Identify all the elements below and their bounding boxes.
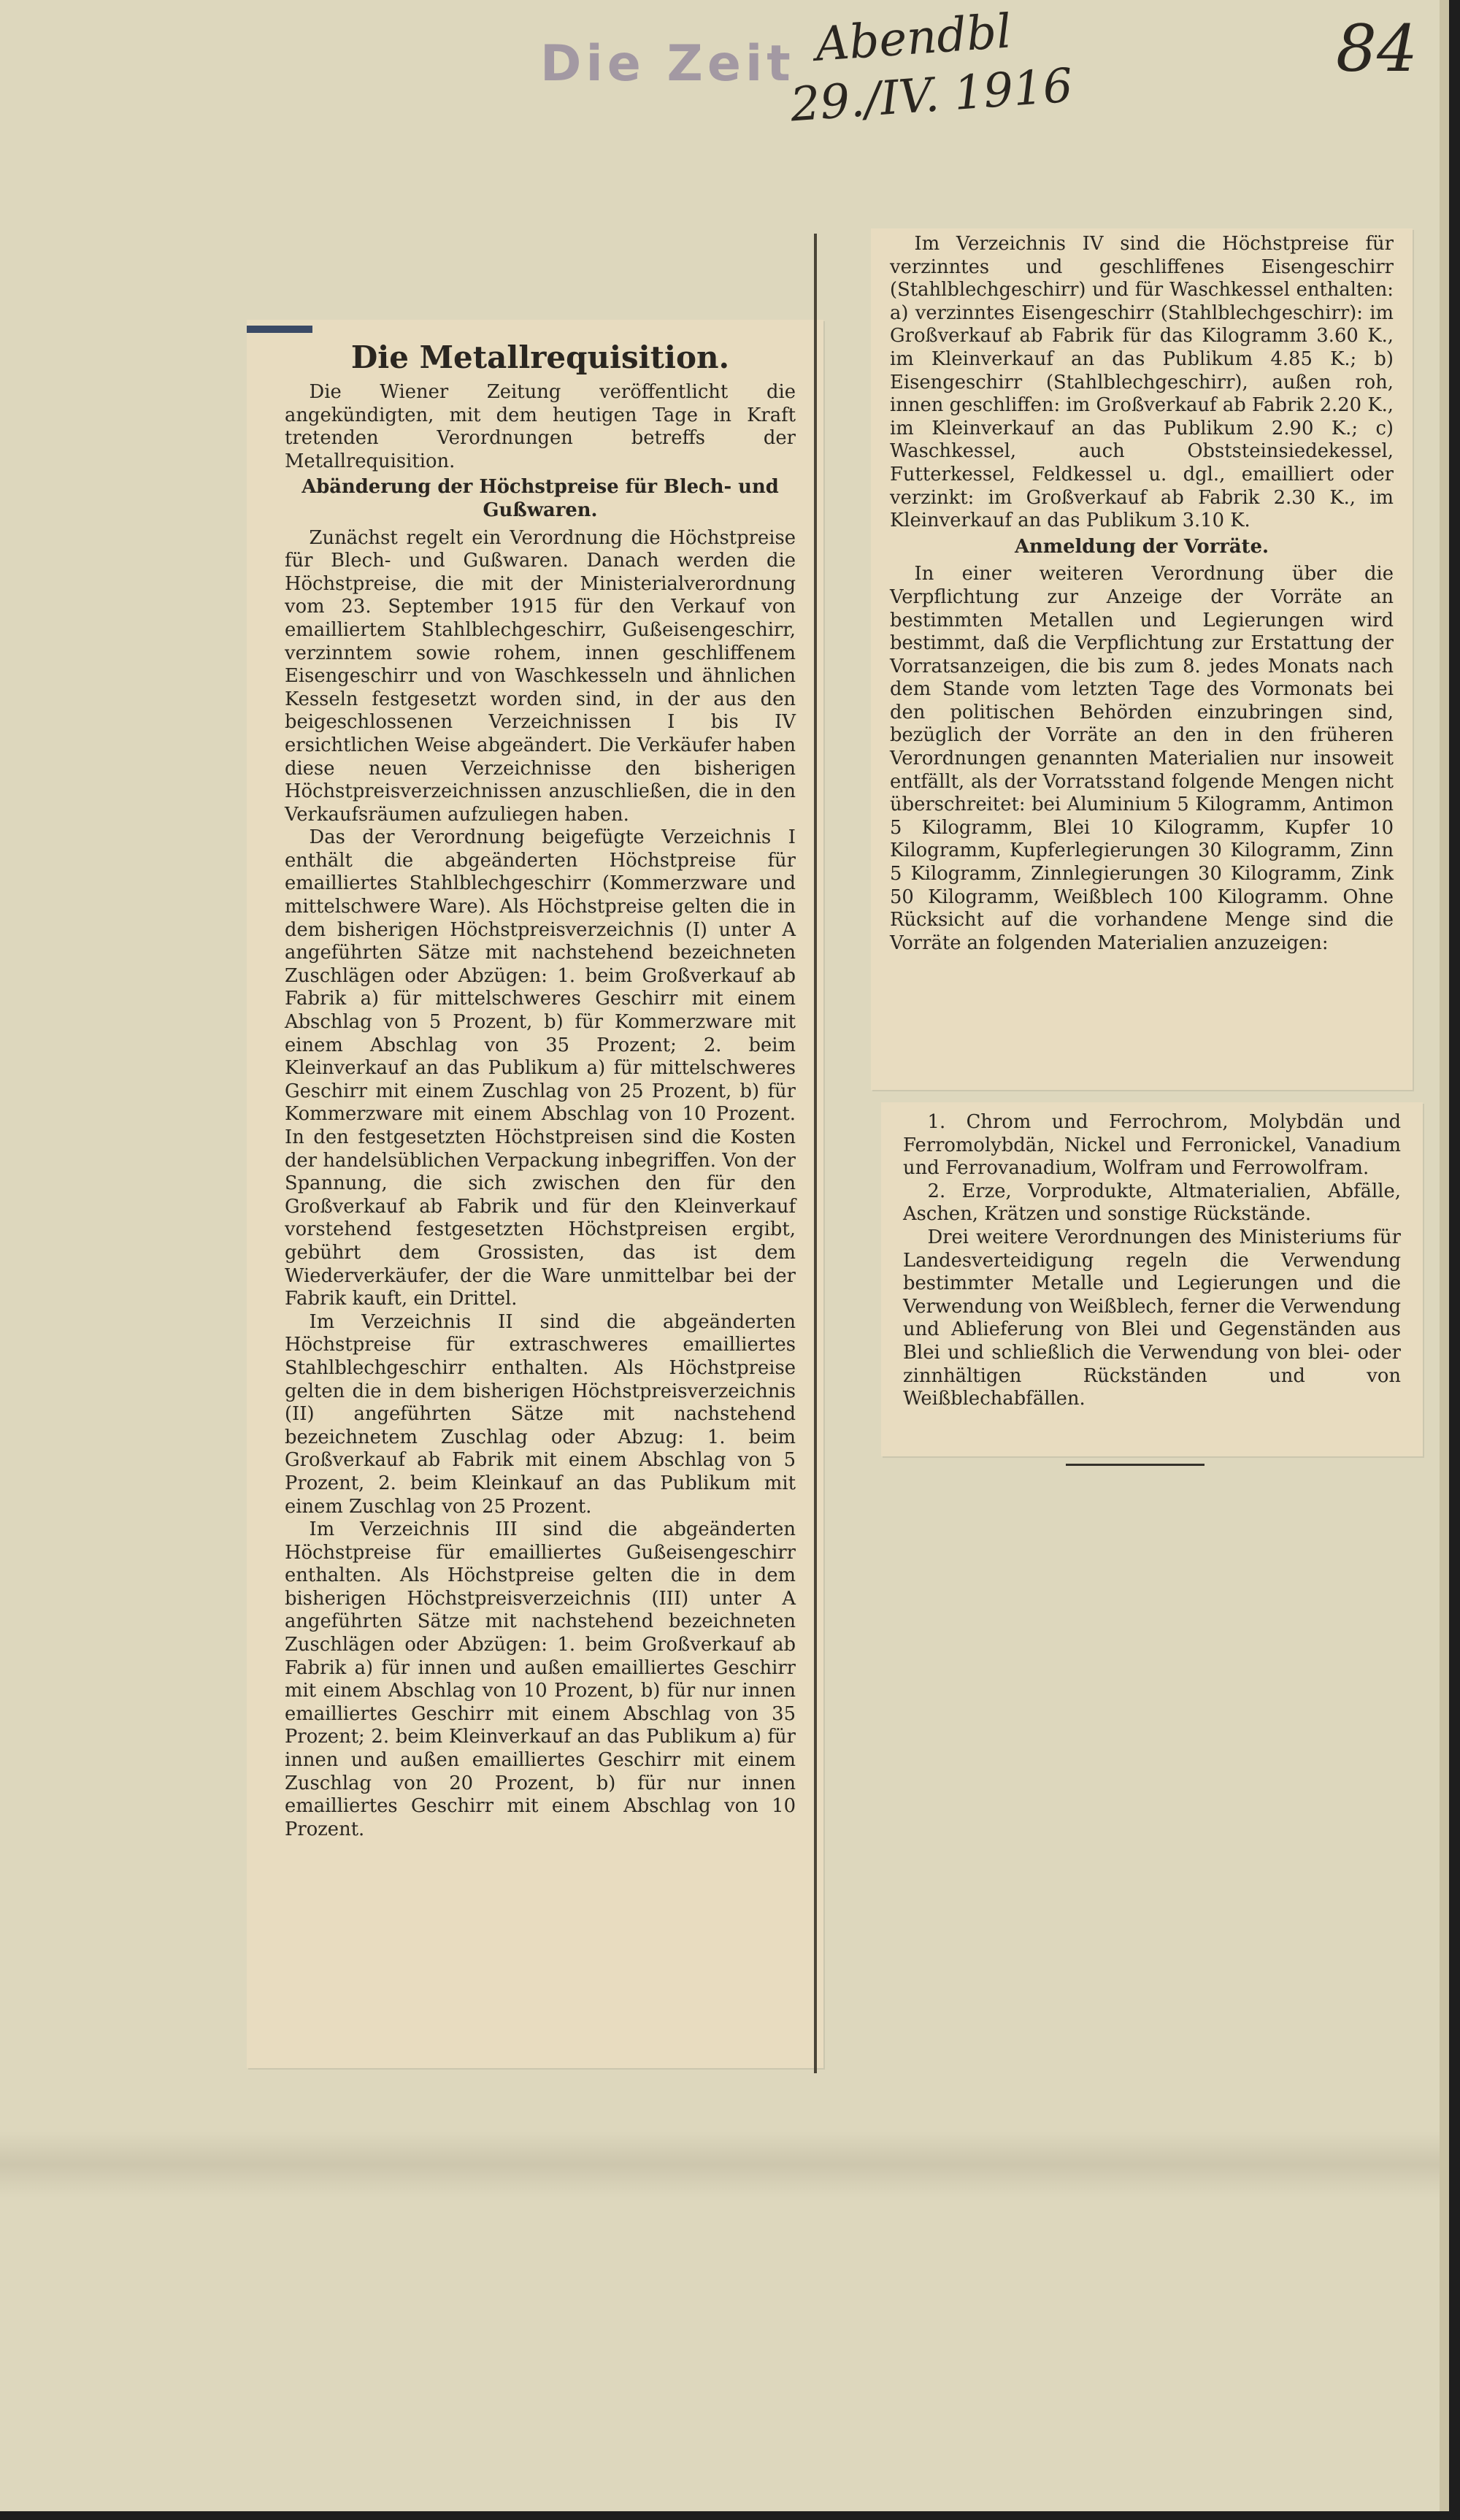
newspaper-stamp: Die Zeit [540, 35, 795, 93]
list-item: 1. Chrom und Ferrochrom, Molybdän und Ferromolybdän, Nickel und Ferronickel, Vanadium und Ferrovanadium, Wolfram und Ferrowolfram. [903, 1111, 1401, 1180]
handwritten-edition: Abendbl [813, 4, 1013, 72]
sheet-edge [1440, 0, 1449, 2511]
end-rule [1066, 1464, 1204, 1466]
column-divider [814, 234, 817, 2073]
article-paragraph: Im Verzeichnis II sind die abgeänderten Höchstpreise für extraschweres emailliertes Stahlblechgeschirr enthalten. Als Höchstpreise gelten die in dem bisherigen Höchstpreisverzeichnis (II) angeführten Sätze mit nachstehend bezeichnetem Zuschlag oder Abzug: 1. beim Großverkauf ab Fabrik mit einem Abschlag von 5 Prozent, 2. beim Kleinkauf an das Publikum mit einem Zuschlag von 25 Prozent. [285, 1310, 796, 1518]
article-headline: Die Metallrequisition. [350, 339, 730, 375]
handwritten-date-text: 29./IV. 1916 [788, 58, 1075, 133]
clipping-column-1 [247, 320, 823, 2068]
clipping-column-2 [871, 228, 1413, 1090]
article-paragraph: Das der Verordnung beigefügte Verzeichnis I enthält die abgeänderten Höchstpreise für emailliertes Stahlblechgeschirr (Kommerzware und mittelschwere Ware). Als Höchstpreise gelten die in dem bisherigen Höchstpreisverzeichnis (I) unter A angeführten Sätze mit nachstehend bezeichneten Zuschlägen oder Abzügen: 1. beim Großverkauf ab Fabrik a) für mittelschweres Geschirr mit einem Abschlag von 5 Prozent, b) für Kommerzware mit einem Abschlag von 35 Prozent; 2. beim Kleinverkauf an das Publikum a) für mittelschweres Geschirr mit einem Zuschlag von 25 Prozent, b) für Kommerzware mit einem Abschlag von 10 Prozent. In den festgesetzten Höchstpreisen sind die Kosten der handelsüblichen Verpackung inbegriffen. Von der Spannung, die sich zwischen den für den Großverkauf ab Fabrik und für den Kleinverkauf vorstehend festgesetzten Höchstpreisen ergibt, gebührt dem Grossisten, das ist dem Wiederverkäufer, der die Ware unmittelbar bei der Fabrik kauft, ein Drittel. [285, 826, 796, 1310]
article-paragraph: Zunächst regelt ein Verordnung die Höchstpreise für Blech- und Gußwaren. Danach werden die Höchstpreise, die mit der Ministerialverordnung vom 23. September 1915 für den Verkauf von emailliertem Stahlblechgeschirr, Gußeisengeschirr, verzinntem sowie rohem, innen geschliffenem Eisengeschirr und von Waschkesseln und ähnlichen Kesseln festgesetzt worden sind, in der aus den beigeschlossenen Verzeichnissen I bis IV ersichtlichen Weise abgeändert. Die Verkäufer haben diese neuen Verzeichnisse den bisherigen Höchstpreisverzeichnissen anzuschließen, die in den Verkaufsräumen aufzuliegen haben. [285, 526, 796, 826]
list-item: 2. Erze, Vorprodukte, Altmaterialien, Abfälle, Aschen, Krätzen und sonstige Rückstände. [903, 1180, 1401, 1226]
article-paragraph: In einer weiteren Verordnung über die Verpflichtung zur Anzeige der Vorräte an bestimmten Metallen und Legierungen wird bestimmt, daß die Verpflichtung zur Erstattung der Vorratsanzeigen, die bis zum 8. jedes Monats nach dem Stande vom letzten Tage des Vormonats bei den politischen Behörden einzubringen sind, bezüglich der Vorräte an den in den früheren Verordnungen genannten Materialien nur insoweit entfällt, als der Vorratsstand folgende Mengen nicht überschreitet: bei Aluminium 5 Kilogramm, Antimon 5 Kilogramm, Blei 10 Kilogramm, Kupfer 10 Kilogramm, Kupferlegierungen 30 Kilogramm, Zinn 5 Kilogramm, Zinnlegierungen 30 Kilogramm, Zink 50 Kilogramm, Weißblech 100 Kilogramm. Ohne Rücksicht auf die vorhandene Menge sind die Vorräte an folgenden Materialien anzuzeigen: [890, 563, 1394, 954]
article-paragraph: Im Verzeichnis III sind die abgeänderten Höchstpreise für emailliertes Gußeisengeschirr enthalten. Als Höchstpreise gelten die in dem bisherigen Höchstpreisverzeichnis (III) unter A angeführten Sätze mit nachstehend bezeichneten Zuschlägen oder Abzügen: 1. beim Großverkauf ab Fabrik a) für innen und außen emailliertes Geschirr mit einem Abschlag von 10 Prozent, b) für nur innen emailliertes Geschirr mit einem Abschlag von 35 Prozent; 2. beim Kleinverkauf an das Publikum a) für innen und außen emailliertes Geschirr mit einem Zuschlag von 20 Prozent, b) für nur innen emailliertes Geschirr mit einem Abschlag von 10 Prozent. [285, 1518, 796, 1840]
article-intro: Die Wiener Zeitung veröffentlicht die angekündigten, mit dem heutigen Tage in Kraft tretenden Verordnungen betreffs der Metallrequisition. [285, 381, 796, 472]
article-subheading-2: Anmeldung der Vorräte. [1015, 535, 1269, 558]
handwritten-date [785, 0, 1099, 142]
article-paragraph: Drei weitere Verordnungen des Ministeriums für Landesverteidigung regeln die Verwendung bestimmter Metalle und Legierungen und die Verwendung von Weißblech, ferner die Verwendung und Ablieferung von Blei und Gegenständen aus Blei und schließlich die Verwendung von blei- oder zinnhältigen Rückständen und von Weißblechabfällen. [903, 1226, 1401, 1410]
paper-fold [0, 2132, 1449, 2197]
article-subheading: Abänderung der Höchstpreise für Blech- und Gußwaren. [301, 476, 779, 521]
clipping-column-3 [881, 1102, 1423, 1456]
article-paragraph: Im Verzeichnis IV sind die Höchstpreise für verzinntes und geschliffenes Eisengeschirr (Stahlblechgeschirr) und für Waschkessel enthalten: a) verzinntes Eisengeschirr (Stahlblechgeschirr): im Großverkauf ab Fabrik für das Kilogramm 3.60 K., im Kleinverkauf an das Publikum 4.85 K.; b) Eisengeschirr (Stahlblechgeschirr), außen roh, innen geschliffen: im Großverkauf ab Fabrik 2.20 K., im Kleinverkauf an das Publikum 2.90 K.; c) Waschkessel, auch Obststeinsiedekessel, Futterkessel, Feldkessel u. dgl., emailliert oder verzinkt: im Großverkauf ab Fabrik 2.30 K., im Kleinverkauf an das Publikum 3.10 K. [890, 233, 1394, 532]
handwritten-page-number: 84 [1336, 11, 1418, 86]
